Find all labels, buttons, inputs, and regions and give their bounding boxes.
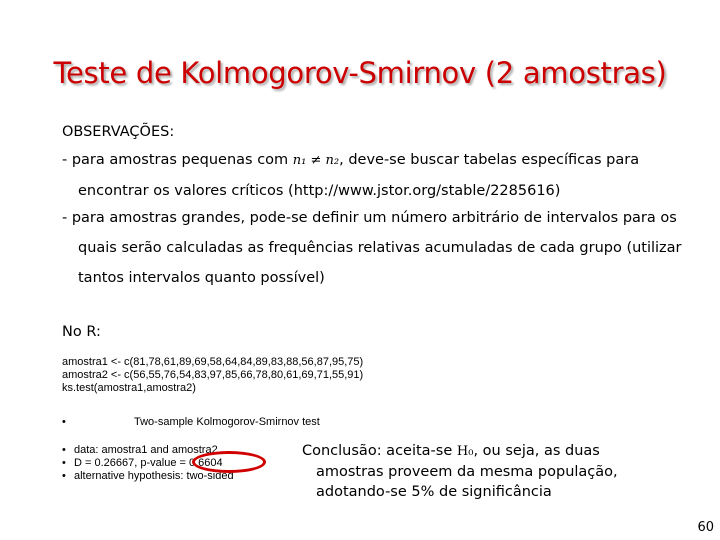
conclusion-prefix: Conclusão: aceita-se <box>302 443 457 459</box>
bullet-small-samples <box>62 145 692 206</box>
test-header: Two-sample Kolmogorov-Smirnov test <box>134 416 320 428</box>
bullet-dot: • <box>62 470 66 482</box>
code-line: amostra1 <- c(81,78,61,89,69,58,64,84,89,83,88,56,87,95,75) <box>62 356 364 368</box>
bullet-1-line-2: encontrar os valores críticos (http://www.jstor.org/stable/2285616) <box>78 183 561 199</box>
slide-title: Teste de Kolmogorov-Smirnov (2 amostras) <box>53 56 667 90</box>
conclusion-suffix: , ou seja, as duas <box>473 443 600 459</box>
bullet-1-prefix: - para amostras pequenas com <box>62 152 293 168</box>
observacoes-heading: OBSERVAÇÕES: <box>62 124 175 140</box>
bullet-2-line-2: quais serão calculadas as frequências relativas acumuladas de cada grupo (utilizar <box>78 240 682 256</box>
bullet-2-line-3: tantos intervalos quanto possível) <box>78 270 325 286</box>
bullet-1-suffix: , deve-se buscar tabelas específicas para <box>339 152 640 168</box>
bullet-2-line-1: - para amostras grandes, pode-se definir um número arbitrário de intervalos para os <box>62 210 677 226</box>
conclusion-line-2: amostras proveem da mesma população, <box>316 464 618 480</box>
output-statistic: D = 0.26667, p-value = 0.6604 <box>74 457 223 469</box>
code-line: ks.test(amostra1,amostra2) <box>62 382 196 394</box>
output-line <box>62 470 234 483</box>
bullet-dot: • <box>62 444 66 456</box>
no-r-heading: No R: <box>62 324 101 340</box>
code-line: amostra2 <- c(56,55,76,54,83,97,85,66,78,80,61,69,71,55,91) <box>62 369 364 381</box>
bullet-dot: • <box>62 457 66 469</box>
conclusion-line-3: adotando-se 5% de significância <box>316 484 552 500</box>
bullet-dot: • <box>62 416 66 428</box>
conclusion-h0: H₀ <box>456 444 474 459</box>
test-header-row <box>62 416 320 428</box>
bullet-1-math: n₁ ≠ n₂ <box>292 153 340 168</box>
conclusion <box>302 441 618 502</box>
output-alternative: alternative hypothesis: two-sided <box>74 470 234 482</box>
output-data: data: amostra1 and amostra2 <box>74 444 218 456</box>
r-code-block <box>62 356 363 395</box>
page-number: 60 <box>697 520 714 535</box>
bullet-large-samples <box>62 203 702 293</box>
p-value-highlight-ellipse <box>192 451 266 473</box>
